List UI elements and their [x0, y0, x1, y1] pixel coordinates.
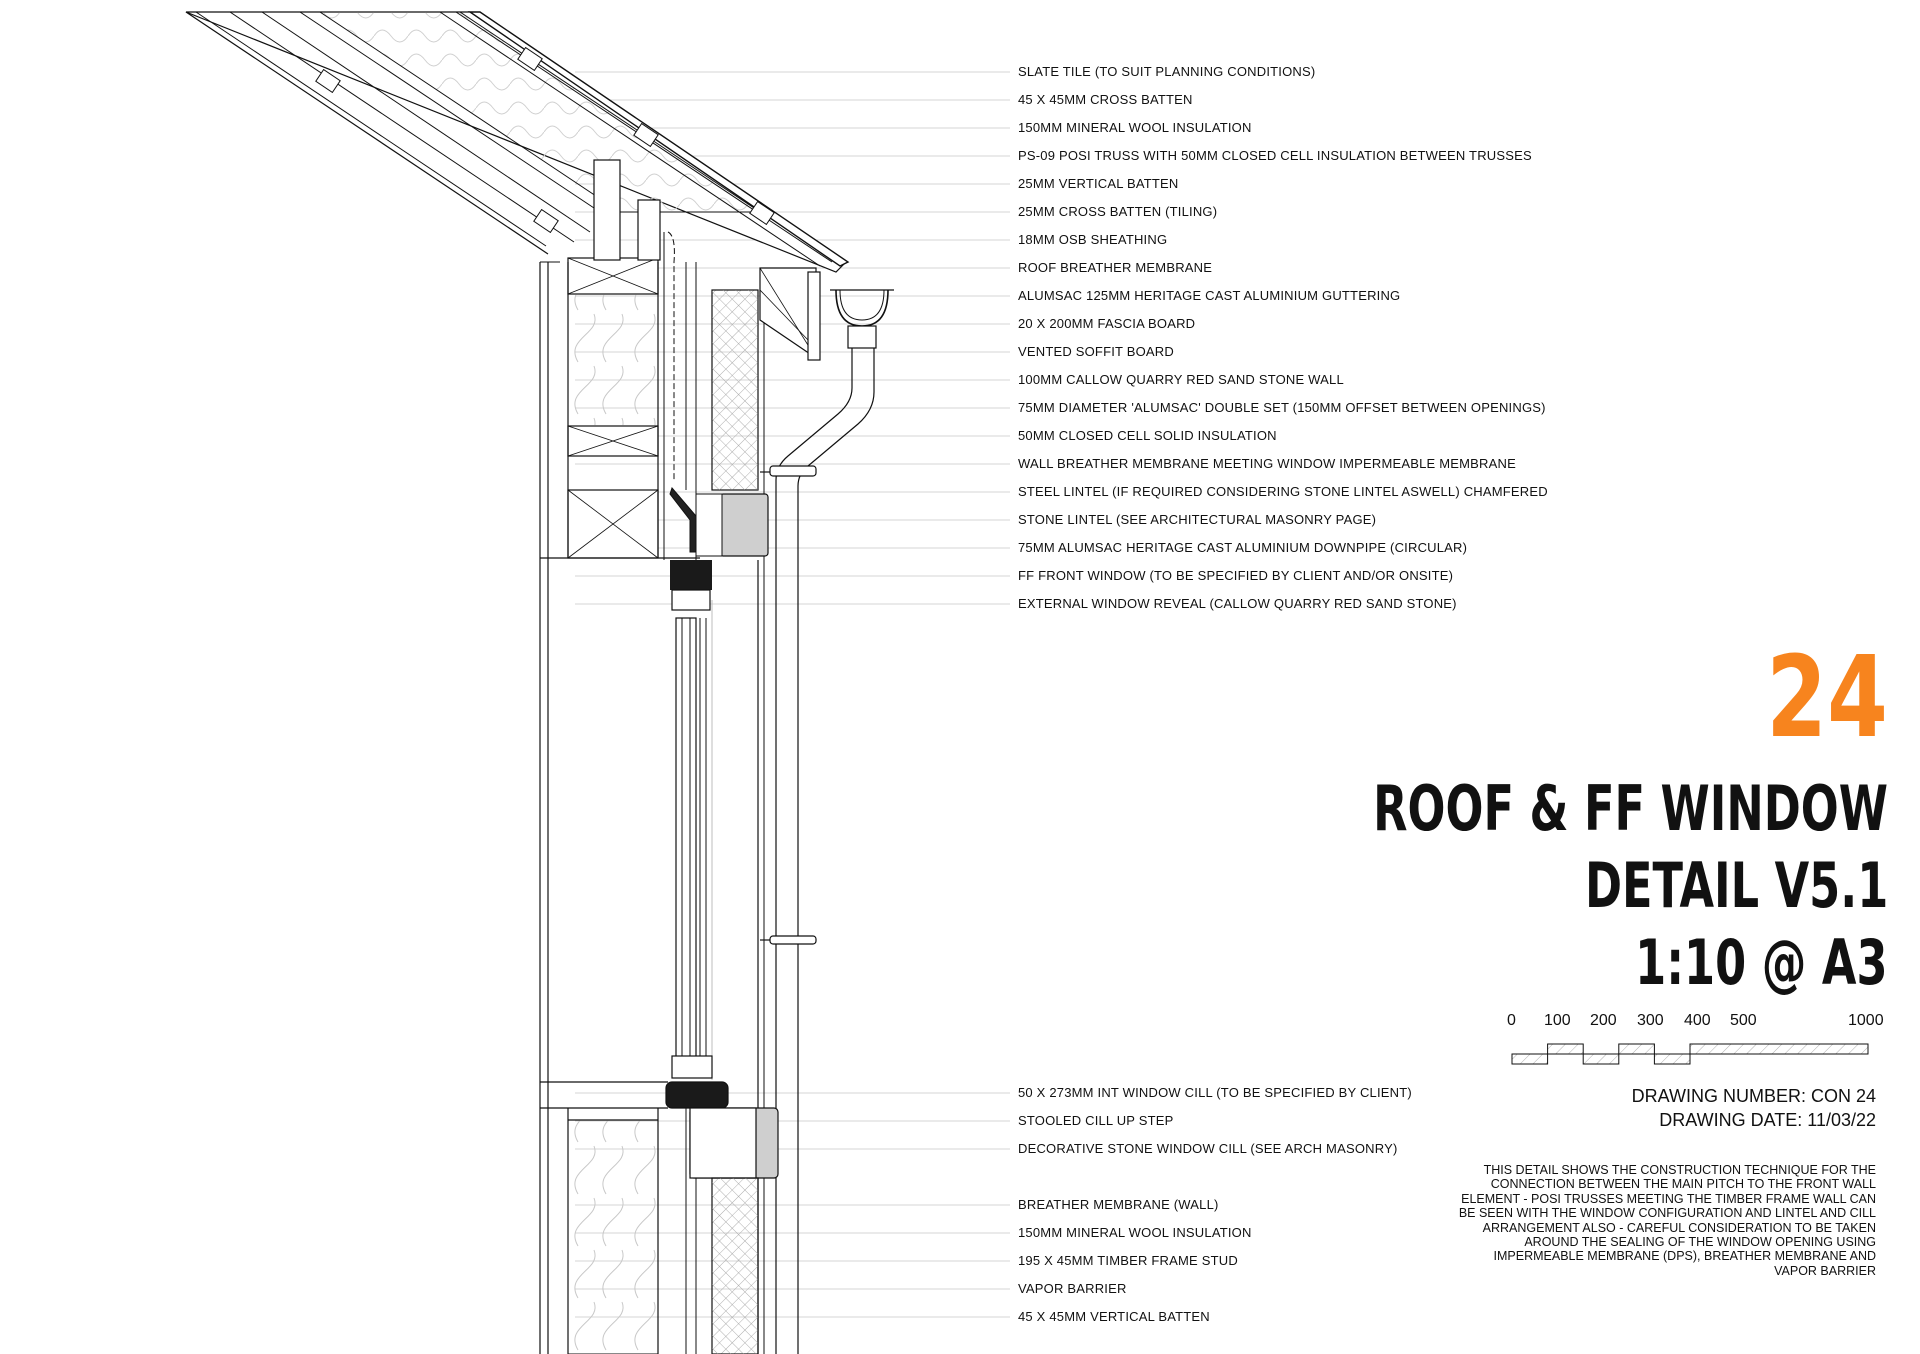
- scale-label-500: 500: [1730, 1012, 1757, 1029]
- callout-wall-insulation: 150MM MINERAL WOOL INSULATION: [1018, 1225, 1252, 1240]
- title-line-3: 1:10 @ A3: [1635, 926, 1888, 999]
- scale-segment-400: [1654, 1054, 1690, 1064]
- callout-stooled-cill: STOOLED CILL UP STEP: [1018, 1113, 1174, 1128]
- callout-timber-stud: 195 X 45MM TIMBER FRAME STUD: [1018, 1253, 1238, 1268]
- callout-closed-cell-insulation: 50MM CLOSED CELL SOLID INSULATION: [1018, 428, 1277, 443]
- stone-lintel: [720, 494, 768, 556]
- roof-build-up: [186, 12, 848, 272]
- upper-wall-insulation: [568, 294, 658, 426]
- callout-osb-sheathing: 18MM OSB SHEATHING: [1018, 232, 1168, 247]
- scale-label-0: 0: [1507, 1012, 1516, 1029]
- scale-label-1000: 1000: [1848, 1012, 1884, 1029]
- callout-lower-vertical-batten: 45 X 45MM VERTICAL BATTEN: [1018, 1309, 1210, 1324]
- downpipe: [760, 326, 876, 1354]
- callout-soffit-board: VENTED SOFFIT BOARD: [1018, 344, 1174, 359]
- callout-posi-truss: PS-09 POSI TRUSS WITH 50MM CLOSED CELL INSULATION BETWEEN TRUSSES: [1018, 148, 1532, 163]
- scale-label-400: 400: [1684, 1012, 1711, 1029]
- callout-steel-lintel: STEEL LINTEL (IF REQUIRED CONSIDERING STONE LINTEL ASWELL) CHAMFERED: [1018, 484, 1548, 499]
- callout-fascia-board: 20 X 200MM FASCIA BOARD: [1018, 316, 1196, 331]
- lower-wall-insulation: [568, 1120, 658, 1354]
- callout-roof-insulation: 150MM MINERAL WOOL INSULATION: [1018, 120, 1252, 135]
- title-line-2: DETAIL V5.1: [1584, 849, 1888, 922]
- callout-window-reveal: EXTERNAL WINDOW REVEAL (CALLOW QUARRY RED SAND STONE): [1018, 596, 1457, 611]
- scale-segment-300: [1619, 1044, 1655, 1054]
- callout-roof-membrane: ROOF BREATHER MEMBRANE: [1018, 260, 1213, 275]
- callout-vertical-batten: 25MM VERTICAL BATTEN: [1018, 176, 1179, 191]
- callout-cross-batten: 45 X 45MM CROSS BATTEN: [1018, 92, 1193, 107]
- callout-stone-wall: 100MM CALLOW QUARRY RED SAND STONE WALL: [1018, 372, 1344, 387]
- callout-guttering: ALUMSAC 125MM HERITAGE CAST ALUMINIUM GUTTERING: [1018, 288, 1401, 303]
- callout-tiling-batten: 25MM CROSS BATTEN (TILING): [1018, 204, 1218, 219]
- callout-stone-cill: DECORATIVE STONE WINDOW CILL (SEE ARCH MASONRY): [1018, 1141, 1398, 1156]
- scale-segment-500: [1690, 1044, 1868, 1054]
- scale-segment-200: [1583, 1054, 1619, 1064]
- sheet-number: 24: [1766, 633, 1888, 763]
- scale-bar: [1512, 1044, 1868, 1064]
- drawing-date: DRAWING DATE: 11/03/22: [1659, 1110, 1876, 1130]
- callout-wall-membrane: WALL BREATHER MEMBRANE MEETING WINDOW IMPERMEABLE MEMBRANE: [1018, 456, 1516, 471]
- gutter: [836, 290, 888, 326]
- title-line-1: ROOF & FF WINDOW: [1373, 772, 1888, 845]
- window-frame: [670, 560, 712, 1078]
- callout-int-window-cill: 50 X 273MM INT WINDOW CILL (TO BE SPECIFIED BY CLIENT): [1018, 1085, 1412, 1100]
- callout-stone-lintel: STONE LINTEL (SEE ARCHITECTURAL MASONRY PAGE): [1018, 512, 1377, 527]
- drawing-number: DRAWING NUMBER: CON 24: [1631, 1086, 1876, 1106]
- callout-downpipe: 75MM ALUMSAC HERITAGE CAST ALUMINIUM DOWNPIPE (CIRCULAR): [1018, 540, 1468, 555]
- detail-description: THIS DETAIL SHOWS THE CONSTRUCTION TECHNIQUE FOR THE CONNECTION BETWEEN THE MAIN PITCH TO THE FRONT WALL ELEMENT - POSI TRUSSES MEETING THE TIMBER FRAME WALL CAN BE SEEN WITH THE WINDOW CONFIGURATION AND LINTEL AND CILL ARRANGEMENT ALSO - CAREFUL CONSIDERATION TO BE TAKEN AROUND THE SEALING OF THE WINDOW OPENING USING IMPERMEABLE MEMBRANE (DPS), BREATHER MEMBRANE AND VAPOR BARRIER: [1458, 1163, 1876, 1278]
- scale-label-200: 200: [1590, 1012, 1617, 1029]
- scale-label-300: 300: [1637, 1012, 1664, 1029]
- callout-vapor-barrier: VAPOR BARRIER: [1018, 1281, 1127, 1296]
- callout-ff-window: FF FRONT WINDOW (TO BE SPECIFIED BY CLIENT AND/OR ONSITE): [1018, 568, 1454, 583]
- scale-segment-0: [1512, 1054, 1548, 1064]
- scale-segment-100: [1548, 1044, 1584, 1054]
- callout-wall-breather-membrane: BREATHER MEMBRANE (WALL): [1018, 1197, 1219, 1212]
- scale-label-100: 100: [1544, 1012, 1571, 1029]
- window-cill: [666, 1082, 778, 1178]
- breather-membrane-line: [668, 232, 674, 482]
- callout-slate-tile: SLATE TILE (TO SUIT PLANNING CONDITIONS): [1018, 64, 1316, 79]
- callout-double-set: 75MM DIAMETER 'ALUMSAC' DOUBLE SET (150MM OFFSET BETWEEN OPENINGS): [1018, 400, 1546, 415]
